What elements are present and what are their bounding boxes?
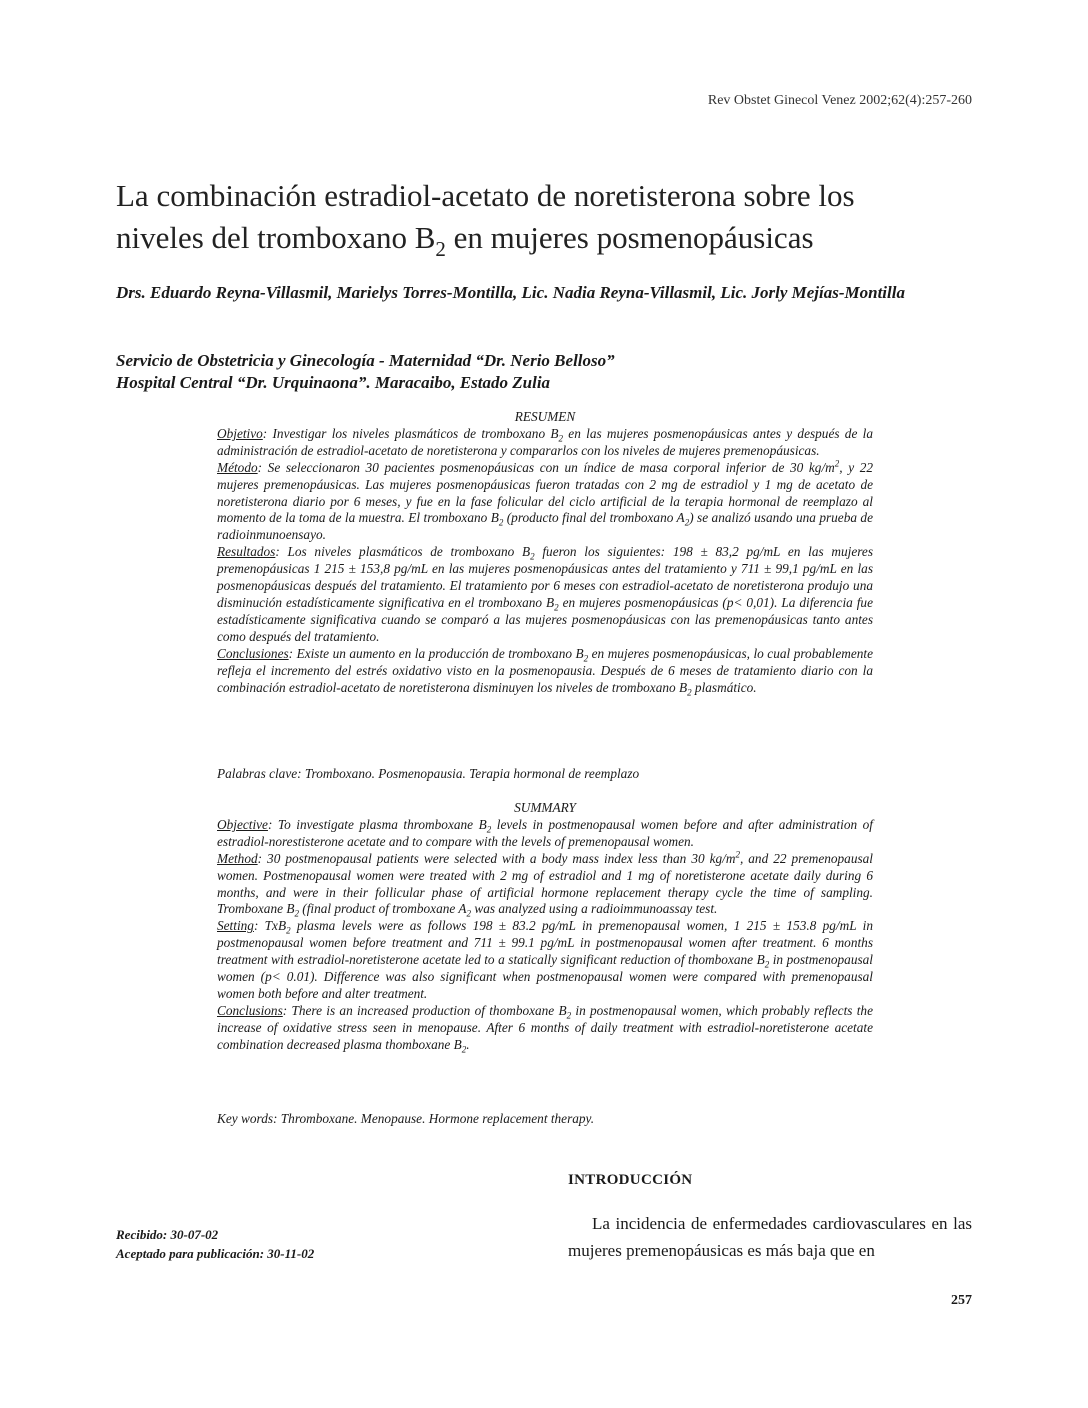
metodo-text-c: (producto final del tromboxano A	[503, 510, 685, 526]
conclusions-label: Conclusions	[217, 1002, 283, 1018]
resumen-resultados	[217, 544, 873, 645]
introduccion-heading: INTRODUCCIÓN	[568, 1172, 693, 1188]
objetivo-text-b: en las mujeres posmenopáusicas antes y después de la administración de estradiol-acetato de noretisterona y compararlos con los niveles de mujeres premenopáusicas.	[217, 425, 873, 458]
affiliation-line-1: Servicio de Obstetricia y Ginecología - Maternidad “Dr. Nerio Belloso”	[116, 351, 615, 370]
conclusiones-text-c: plasmático.	[691, 679, 757, 695]
summary-method	[217, 851, 873, 919]
metodo-sub-2: 2	[684, 518, 690, 529]
conclusiones-text-a: : Existe un aumento en la producción de tromboxano B	[288, 645, 584, 661]
metodo-label: Método	[217, 459, 258, 475]
summary-heading: SUMMARY	[514, 800, 576, 815]
conclusions-sub-1: 2	[566, 1010, 572, 1021]
conclusiones-label: Conclusiones	[217, 645, 289, 661]
method-sub-1: 2	[294, 909, 299, 920]
objetivo-text-a: : Investigar los niveles plasmáticos de tromboxano B	[262, 425, 559, 441]
affiliation	[116, 350, 615, 394]
conclusions-text-c: .	[466, 1036, 470, 1052]
objetivo-label: Objetivo	[217, 425, 263, 441]
setting-sub-2: 2	[764, 959, 770, 970]
method-text-a: : 30 postmenopausal patients were selected with a body mass index less than 30 kg/m	[257, 850, 736, 866]
setting-text-c: in postmenopausal women (p< 0.01). Difference was also significant when postmenopausal women were compared with premenopausal women both before and alter treatment.	[217, 952, 874, 1001]
metodo-text-b: , y 22 mujeres premenopáusicas. Las mujeres posmenopáusicas fueron tratadas con 2 mg de estradiol y 1 mg de acetato de noretisterona diario por 6 meses, y fue en la fase folicular del ciclo artificial de la terapia hormonal de reemplazo al momento de la toma de la muestra. El tromboxano B	[217, 459, 874, 526]
metodo-text-d: ) se analizó usando una prueba de radioinmunoensayo.	[217, 510, 873, 543]
conclusions-text-a: : There is an increased production of thomboxane B	[282, 1002, 567, 1018]
objective-sub: 2	[486, 824, 492, 835]
title-line-1: La combinación estradiol-acetato de noretisterona sobre los	[116, 178, 855, 213]
title-subscript: 2	[435, 237, 446, 261]
title-line-2-post: en mujeres posmenopáusicas	[445, 220, 814, 255]
resultados-text-a: : Los niveles plasmáticos de tromboxano B	[275, 544, 531, 560]
affiliation-line-2: Hospital Central “Dr. Urquinaona”. Maracaibo, Estado Zulia	[116, 373, 551, 392]
method-text-d: was analyzed using a radioimmunoassay test.	[471, 901, 718, 917]
resumen-section	[217, 409, 873, 696]
resumen-conclusiones	[217, 646, 873, 697]
resultados-sub-1: 2	[530, 551, 535, 562]
introduccion-text	[568, 1210, 972, 1264]
objective-label: Objective	[217, 816, 268, 832]
setting-text-a: : TxB	[253, 918, 287, 934]
objetivo-sub: 2	[558, 433, 564, 444]
summary-section	[217, 800, 873, 1054]
setting-text-b: plasma levels were as follows 198 ± 83.2 pg/mL in premenopausal women, 1 215 ± 153.8 pg/mL in postmenopausal women before treatment and 711 ± 99.1 pg/mL in postmenopausal women after treatment. 6 months treatment with estradiol-noretisterone acetate led to a statically significant reduction of thomboxane B	[217, 918, 873, 968]
resultados-text-b: fueron los siguientes: 198 ± 83,2 pg/mL en las mujeres premenopáusicas 1 215 ± 153,8 pg/mL en las mujeres posmenopáusicas antes del tratamiento y 711 ± 99,1 pg/mL en las posmenopáusicas después del tratamiento. El tratamiento por 6 meses con estradiol-acetato de noretisterona produjo una disminución estadísticamente significativa en el tromboxano B	[217, 544, 873, 610]
setting-label: Setting	[217, 918, 254, 934]
accepted-date: Aceptado para publicación: 30-11-02	[116, 1246, 315, 1261]
resumen-metodo	[217, 460, 873, 545]
conclusiones-text-b: en mujeres posmenopáusicas, lo cual probablemente refleja el incremento del estrés oxidativo visto en la posmenopausia. Después de 6 meses de tratamiento diario con la combinación estradiol-acetato de noretisterona disminuyen los niveles de tromboxano B	[217, 645, 873, 695]
method-sup: 2	[735, 849, 740, 860]
conclusiones-sub-1: 2	[583, 653, 589, 664]
objective-text-a: : To investigate plasma thromboxane B	[267, 816, 487, 832]
introduccion-paragraph: La incidencia de enfermedades cardiovasculares en las mujeres premenopáusicas es más baja que en	[568, 1214, 972, 1260]
conclusiones-sub-2: 2	[687, 687, 692, 698]
objective-text-b: levels in postmenopausal women before and after administration of estradiol-norestisterone acetate and to compare with the levels of premenopausal women.	[217, 816, 874, 849]
author-list: Drs. Eduardo Reyna-Villasmil, Marielys Torres-Montilla, Lic. Nadia Reyna-Villasmil, Lic. Jorly Mejías-Montilla	[116, 283, 905, 302]
summary-objective	[217, 817, 873, 851]
conclusions-text-b: in postmenopausal women, which probably reflects the increase of oxidative stress seen in menopause. After 6 months of daily treatment with estradiol-noretisterone acetate combination decreased plasma thomboxane B	[217, 1002, 873, 1052]
resultados-label: Resultados	[217, 544, 276, 560]
method-text-c: (final product of tromboxane A	[298, 901, 467, 917]
page-number: 257	[951, 1293, 972, 1308]
resumen-objetivo	[217, 426, 873, 460]
conclusions-sub-2: 2	[461, 1044, 467, 1055]
palabras-clave: Palabras clave: Tromboxano. Posmenopausia. Terapia hormonal de reemplazo	[217, 766, 640, 781]
title-line-2-pre: niveles del tromboxano B	[116, 220, 436, 255]
key-words: Key words: Thromboxane. Menopause. Hormone replacement therapy.	[217, 1111, 595, 1126]
metodo-sup: 2	[834, 458, 840, 469]
method-text-b: , and 22 premenopausal women. Postmenopausal women were treated with 2 mg of estradiol and 1 mg of noretisterone acetate daily during 6 months, and were in their follicular phase of artificial hormone replacement therapy cycle the time of sampling. Tromboxane B	[217, 850, 873, 917]
method-label: Method	[217, 850, 258, 866]
resumen-heading: RESUMEN	[514, 409, 576, 424]
resultados-text-c: en mujeres posmenopáusicas (p< 0,01). La diferencia fue estadísticamente significativa cuando se comparó a las mujeres posmenopáusicas con las premenopáusicas tanto antes como después del tratamiento.	[217, 594, 873, 644]
setting-sub-1: 2	[286, 926, 291, 936]
metodo-text-a: : Se seleccionaron 30 pacientes posmenopáusicas con un índice de masa corporal inferior de 30 kg/m	[257, 459, 835, 475]
article-title	[116, 175, 976, 259]
journal-reference: Rev Obstet Ginecol Venez 2002;62(4):257-260	[707, 93, 972, 108]
method-sub-2: 2	[466, 909, 471, 920]
metodo-sub-1: 2	[498, 518, 504, 529]
summary-conclusions	[217, 1003, 873, 1054]
resultados-sub-2: 2	[554, 602, 559, 613]
dates-block	[116, 1225, 314, 1263]
received-date: Recibido: 30-07-02	[116, 1227, 219, 1242]
summary-setting	[217, 918, 873, 1003]
